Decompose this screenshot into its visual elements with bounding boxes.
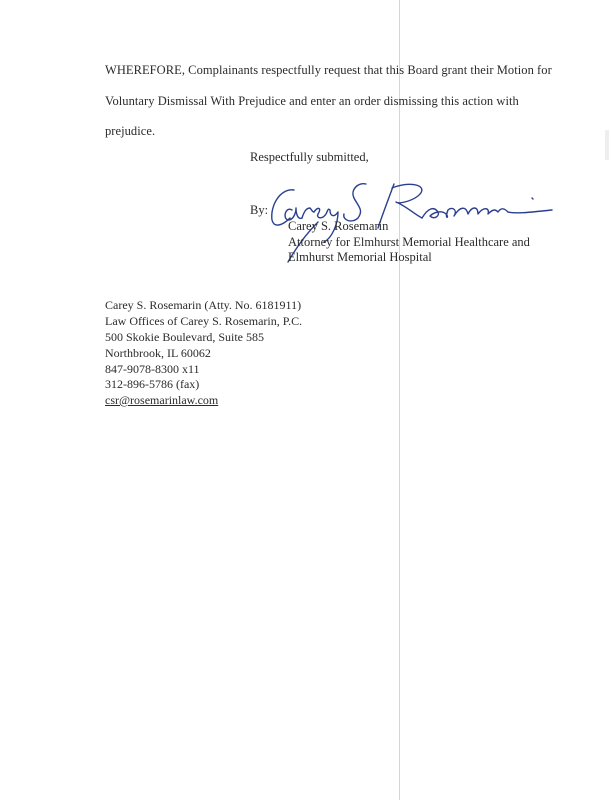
contact-name: Carey S. Rosemarin (Atty. No. 6181911) xyxy=(105,298,302,312)
contact-fax: 312-896-5786 (fax) xyxy=(105,377,200,391)
body-line-3: prejudice. xyxy=(105,124,156,138)
by-label: By: xyxy=(250,203,269,217)
contact-email-link[interactable]: csr@rosemarinlaw.com xyxy=(105,393,219,407)
contact-city: Northbrook, IL 60062 xyxy=(105,346,211,360)
signer-title-line-2: Elmhurst Memorial Hospital xyxy=(288,250,432,264)
contact-street: 500 Skokie Boulevard, Suite 585 xyxy=(105,330,264,344)
body-line-1: WHEREFORE, Complainants respectfully request that this Board grant their Motion for xyxy=(105,63,552,77)
signer-name: Carey S. Rosemarin xyxy=(288,219,389,233)
contact-firm: Law Offices of Carey S. Rosemarin, P.C. xyxy=(105,314,303,328)
body-line-2: Voluntary Dismissal With Prejudice and enter an order dismissing this action with xyxy=(105,94,519,108)
contact-phone: 847-9078-8300 x11 xyxy=(105,362,200,376)
signer-title-line-1: Attorney for Elmhurst Memorial Healthcare and xyxy=(288,235,530,249)
closing-text: Respectfully submitted, xyxy=(250,150,369,164)
scan-fold-line xyxy=(399,0,400,800)
scan-edge-mark xyxy=(605,130,609,160)
